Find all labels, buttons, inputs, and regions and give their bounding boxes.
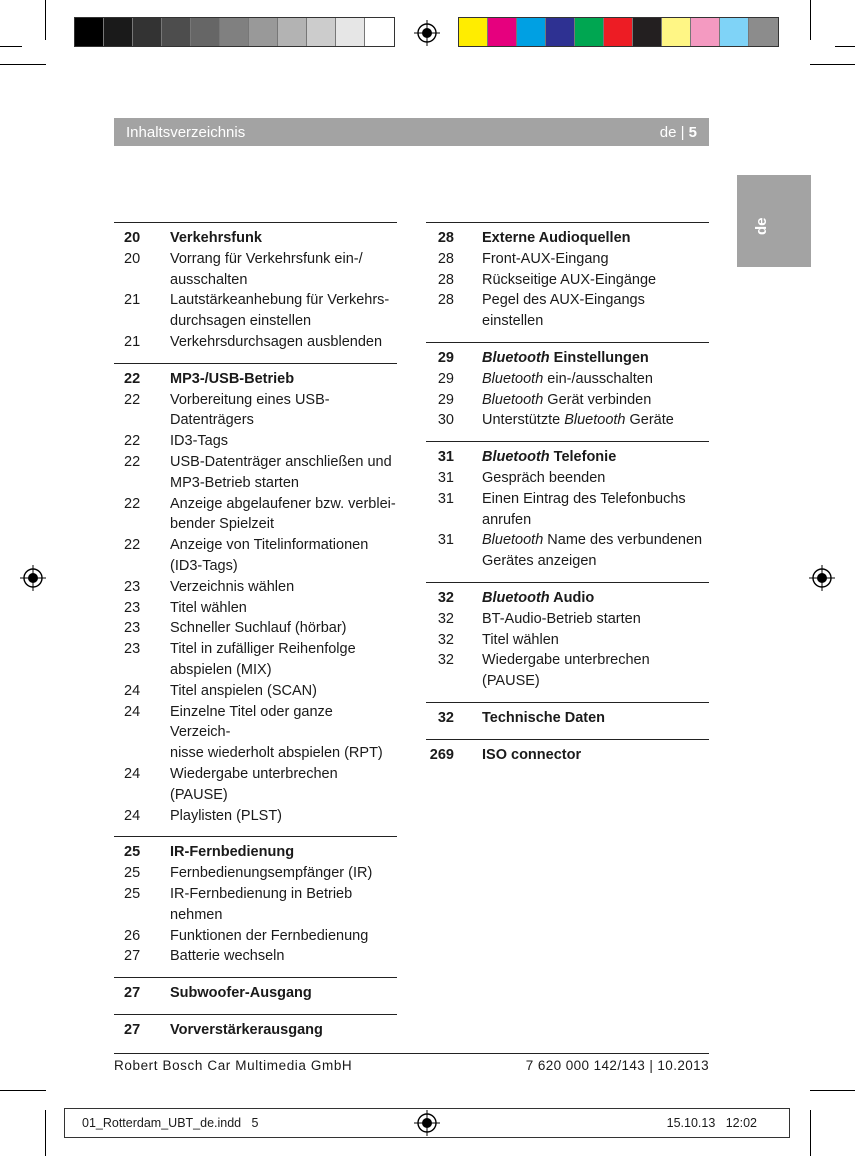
toc-entry-text: Pegel des AUX-Eingangs einstellen bbox=[482, 292, 645, 330]
toc-entry-text: Bluetooth Einstellungen bbox=[482, 349, 649, 366]
toc-entry[interactable] bbox=[114, 681, 397, 702]
toc-entry-text: Verkehrsdurchsagen ausblenden bbox=[170, 333, 383, 350]
toc-section-title[interactable] bbox=[426, 447, 709, 468]
toc-page-number: 32 bbox=[437, 709, 454, 726]
registration-mark-icon bbox=[20, 565, 46, 591]
toc-page-number: 23 bbox=[124, 641, 141, 658]
toc-page-number: 29 bbox=[437, 391, 454, 408]
toc-entry[interactable] bbox=[114, 702, 397, 764]
toc-page-number: 28 bbox=[437, 271, 454, 288]
toc-entry-text: Externe Audioquellen bbox=[482, 230, 631, 246]
toc-entry-text: Einen Eintrag des Telefonbuchs anrufen bbox=[482, 490, 686, 528]
toc-entry[interactable] bbox=[114, 535, 397, 577]
toc-entry-text: Verkehrsfunk bbox=[170, 230, 262, 246]
toc-entry[interactable] bbox=[114, 926, 397, 947]
toc-page-number: 20 bbox=[124, 230, 141, 246]
toc-page-number: 27 bbox=[124, 985, 141, 1002]
toc-section bbox=[114, 222, 397, 363]
toc-entry[interactable] bbox=[426, 369, 709, 390]
toc-entry-text: ID3-Tags bbox=[170, 433, 229, 450]
toc-entry[interactable] bbox=[114, 946, 397, 967]
toc-section bbox=[426, 582, 709, 702]
toc-section-title[interactable] bbox=[114, 983, 397, 1004]
toc-page-number: 23 bbox=[124, 578, 141, 595]
toc-section-title[interactable] bbox=[426, 745, 709, 766]
toc-entry-text: BT-Audio-Betrieb starten bbox=[482, 610, 641, 627]
toc-entry[interactable] bbox=[114, 884, 397, 926]
footer-company: Robert Bosch Car Multimedia GmbH bbox=[114, 1058, 353, 1073]
toc-entry-text: Titel in zufälliger Reihenfolge abspielen (MIX) bbox=[170, 641, 356, 678]
toc-page-number: 22 bbox=[124, 370, 141, 387]
toc-page-number: 30 bbox=[437, 412, 454, 429]
toc-entry-text: Bluetooth Name des verbundenen Gerätes anzeigen bbox=[482, 532, 703, 570]
toc-section-title[interactable] bbox=[114, 842, 397, 863]
color-swatch bbox=[104, 18, 133, 46]
crop-mark bbox=[0, 46, 22, 47]
toc-entry[interactable] bbox=[114, 290, 397, 332]
toc-column-left bbox=[114, 222, 397, 1051]
toc-page-number: 28 bbox=[437, 292, 454, 309]
toc-entry[interactable] bbox=[426, 410, 709, 431]
crop-mark bbox=[45, 1110, 46, 1156]
toc-page-number: 32 bbox=[437, 589, 454, 606]
toc-page-number: 27 bbox=[124, 948, 141, 965]
toc-entry-text: Titel anspielen (SCAN) bbox=[170, 682, 317, 699]
toc-page-number: 29 bbox=[437, 370, 454, 387]
toc-page-number: 22 bbox=[124, 537, 141, 554]
toc-entry[interactable] bbox=[114, 806, 397, 827]
toc-entry-text: Technische Daten bbox=[482, 709, 606, 726]
toc-entry-text: Bluetooth ein-/ausschalten bbox=[482, 370, 653, 387]
toc-entry-text: Playlisten (PLST) bbox=[170, 807, 283, 824]
color-swatch bbox=[133, 18, 162, 46]
toc-entry[interactable] bbox=[426, 650, 709, 692]
toc-entry[interactable] bbox=[114, 249, 397, 291]
toc-entry-text: Einzelne Titel oder ganze Verzeich- nisse wiederholt abspielen (RPT) bbox=[170, 703, 383, 762]
toc-entry[interactable] bbox=[114, 863, 397, 884]
toc-entry[interactable] bbox=[114, 639, 397, 681]
toc-entry-text: Vorverstärkerausgang bbox=[170, 1021, 323, 1038]
toc-page-number: 31 bbox=[437, 532, 454, 549]
color-swatch bbox=[459, 18, 488, 46]
toc-entry-text: Funktionen der Fernbedienung bbox=[170, 927, 369, 944]
toc-entry-text: Schneller Suchlauf (hörbar) bbox=[170, 620, 347, 637]
toc-section-title[interactable] bbox=[426, 348, 709, 369]
slug-filename: 01_Rotterdam_UBT_de.indd 5 bbox=[82, 1116, 259, 1130]
toc-entry-text: USB-Datenträger anschließen und MP3-Betrieb starten bbox=[170, 453, 392, 491]
toc-page-number: 21 bbox=[124, 333, 141, 350]
toc-entry[interactable] bbox=[426, 630, 709, 651]
toc-entry[interactable] bbox=[114, 332, 397, 353]
toc-section-title[interactable] bbox=[114, 369, 397, 390]
color-swatch bbox=[517, 18, 546, 46]
toc-entry[interactable] bbox=[114, 390, 397, 432]
toc-entry[interactable] bbox=[426, 390, 709, 411]
toc-entry-text: IR-Fernbedienung in Betrieb nehmen bbox=[170, 885, 353, 923]
toc-entry-text: Front-AUX-Eingang bbox=[482, 250, 609, 267]
page-header bbox=[114, 118, 709, 146]
toc-entry-text: Anzeige von Titelinformationen (ID3-Tags) bbox=[170, 537, 369, 574]
toc-section-title[interactable] bbox=[426, 588, 709, 609]
toc-entry[interactable] bbox=[426, 290, 709, 332]
toc-page-number: 32 bbox=[437, 610, 454, 627]
page-label bbox=[660, 124, 697, 141]
toc-section bbox=[114, 1014, 397, 1051]
toc-entry[interactable] bbox=[114, 764, 397, 806]
color-swatch bbox=[662, 18, 691, 46]
crop-mark bbox=[0, 64, 46, 65]
toc-page-number: 24 bbox=[124, 682, 141, 699]
toc-entry-text: Rückseitige AUX-Eingänge bbox=[482, 271, 657, 288]
toc-entry-text: Gespräch beenden bbox=[482, 469, 606, 486]
toc-entry-text: Titel wählen bbox=[170, 599, 247, 616]
toc-page-number: 23 bbox=[124, 620, 141, 637]
toc-page-number: 21 bbox=[124, 292, 141, 309]
toc-page-number: 24 bbox=[124, 703, 141, 720]
toc-entry-text: Titel wählen bbox=[482, 631, 559, 648]
toc-entry-text: Vorbereitung eines USB-Datenträgers bbox=[170, 391, 330, 429]
registration-mark-icon bbox=[414, 20, 440, 46]
section-title: Inhaltsverzeichnis bbox=[126, 123, 246, 141]
toc-entry[interactable] bbox=[426, 530, 709, 572]
toc-entry-text: Anzeige abgelaufener bzw. verblei- bender Spielzeit bbox=[170, 495, 396, 533]
toc-entry[interactable] bbox=[426, 609, 709, 630]
color-swatch bbox=[604, 18, 633, 46]
color-swatch bbox=[249, 18, 278, 46]
footer-doc-number: 7 620 000 142/143 | 10.2013 bbox=[525, 1058, 709, 1073]
toc-page-number: 26 bbox=[124, 927, 141, 944]
toc-page-number: 31 bbox=[437, 469, 454, 486]
toc-page-number: 24 bbox=[124, 765, 141, 782]
color-swatch bbox=[691, 18, 720, 46]
slug-datetime: 15.10.13 12:02 bbox=[666, 1116, 757, 1130]
toc-section bbox=[114, 977, 397, 1014]
toc-page-number: 25 bbox=[124, 865, 141, 882]
toc-column-right bbox=[426, 222, 709, 776]
color-swatch bbox=[162, 18, 191, 46]
gray-color-bar bbox=[74, 17, 395, 47]
toc-entry-text: Unterstützte Bluetooth Geräte bbox=[482, 412, 674, 429]
crop-mark bbox=[45, 0, 46, 40]
toc-entry[interactable] bbox=[114, 494, 397, 536]
toc-entry-text: Subwoofer-Ausgang bbox=[170, 985, 312, 1002]
color-swatch bbox=[720, 18, 749, 46]
toc-page-number: 31 bbox=[437, 449, 454, 466]
toc-entry-text: MP3-/USB-Betrieb bbox=[170, 370, 295, 387]
process-color-bar bbox=[458, 17, 779, 47]
toc-entry-text: Bluetooth Telefonie bbox=[482, 449, 617, 466]
color-swatch bbox=[546, 18, 575, 46]
toc-entry[interactable] bbox=[114, 431, 397, 452]
toc-page-number: 25 bbox=[124, 844, 141, 861]
toc-page-number: 22 bbox=[124, 433, 141, 450]
toc-page-number: 31 bbox=[437, 490, 454, 507]
toc-section bbox=[426, 702, 709, 739]
toc-entry[interactable] bbox=[114, 598, 397, 619]
color-swatch bbox=[633, 18, 662, 46]
color-swatch bbox=[575, 18, 604, 46]
toc-entry-text: Bluetooth Audio bbox=[482, 589, 595, 606]
color-swatch bbox=[220, 18, 249, 46]
language-tab-label: de bbox=[753, 217, 770, 235]
toc-section bbox=[114, 836, 397, 977]
crop-mark bbox=[835, 46, 855, 47]
toc-page-number: 20 bbox=[124, 250, 141, 267]
toc-page-number: 28 bbox=[437, 250, 454, 267]
toc-page-number: 22 bbox=[124, 391, 141, 408]
page-number: 5 bbox=[688, 123, 697, 141]
toc-entry-text: Bluetooth Gerät verbinden bbox=[482, 391, 652, 408]
toc-entry[interactable] bbox=[426, 489, 709, 531]
color-swatch bbox=[278, 18, 307, 46]
toc-section-title[interactable] bbox=[426, 228, 709, 249]
crop-mark bbox=[810, 0, 811, 40]
toc-page-number: 269 bbox=[429, 746, 454, 763]
toc-entry-text: Wiedergabe unterbrechen (PAUSE) bbox=[482, 652, 650, 690]
toc-section-title[interactable] bbox=[426, 708, 709, 729]
toc-entry-text: Lautstärkeanhebung für Verkehrs- durchsagen einstellen bbox=[170, 292, 390, 330]
toc-page-number: 29 bbox=[437, 349, 454, 366]
color-swatch bbox=[365, 18, 394, 46]
toc-page-number: 32 bbox=[437, 652, 454, 669]
registration-mark-icon bbox=[809, 565, 835, 591]
toc-entry-text: Batterie wechseln bbox=[170, 948, 285, 965]
footer-divider bbox=[114, 1053, 709, 1054]
crop-mark bbox=[810, 1110, 811, 1156]
toc-entry[interactable] bbox=[426, 249, 709, 270]
toc-section bbox=[426, 342, 709, 441]
toc-page-number: 22 bbox=[124, 495, 141, 512]
crop-mark bbox=[810, 64, 855, 65]
toc-entry-text: Wiedergabe unterbrechen (PAUSE) bbox=[170, 765, 338, 803]
color-swatch bbox=[749, 18, 778, 46]
toc-section-title[interactable] bbox=[114, 1020, 397, 1041]
crop-mark bbox=[810, 1090, 855, 1091]
toc-page-number: 25 bbox=[124, 885, 141, 902]
toc-page-number: 27 bbox=[124, 1021, 141, 1038]
toc-page-number: 28 bbox=[437, 230, 454, 246]
color-swatch bbox=[307, 18, 336, 46]
color-swatch bbox=[488, 18, 517, 46]
toc-section bbox=[426, 441, 709, 582]
toc-section-title[interactable] bbox=[114, 228, 397, 249]
toc-section bbox=[426, 739, 709, 776]
toc-page-number: 22 bbox=[124, 453, 141, 470]
color-swatch bbox=[336, 18, 365, 46]
toc-section bbox=[114, 363, 397, 837]
crop-mark bbox=[0, 1090, 46, 1091]
toc-entry-text: Fernbedienungsempfänger (IR) bbox=[170, 865, 373, 882]
toc-entry-text: IR-Fernbedienung bbox=[170, 844, 295, 861]
toc-page-number: 32 bbox=[437, 631, 454, 648]
lang-prefix: de | bbox=[659, 123, 685, 141]
toc-entry[interactable] bbox=[114, 452, 397, 494]
toc-entry[interactable] bbox=[426, 468, 709, 489]
toc-entry-text: Vorrang für Verkehrsfunk ein-/ ausschalten bbox=[170, 250, 363, 288]
toc-entry-text: Verzeichnis wählen bbox=[170, 578, 295, 595]
toc-entry[interactable] bbox=[426, 270, 709, 291]
toc-page-number: 24 bbox=[124, 807, 141, 824]
toc-entry-text: ISO connector bbox=[482, 746, 582, 763]
toc-page-number: 23 bbox=[124, 599, 141, 616]
color-swatch bbox=[191, 18, 220, 46]
toc-section bbox=[426, 222, 709, 342]
toc-entry[interactable] bbox=[114, 577, 397, 598]
toc-entry[interactable] bbox=[114, 618, 397, 639]
language-tab bbox=[737, 175, 811, 267]
color-swatch bbox=[75, 18, 104, 46]
